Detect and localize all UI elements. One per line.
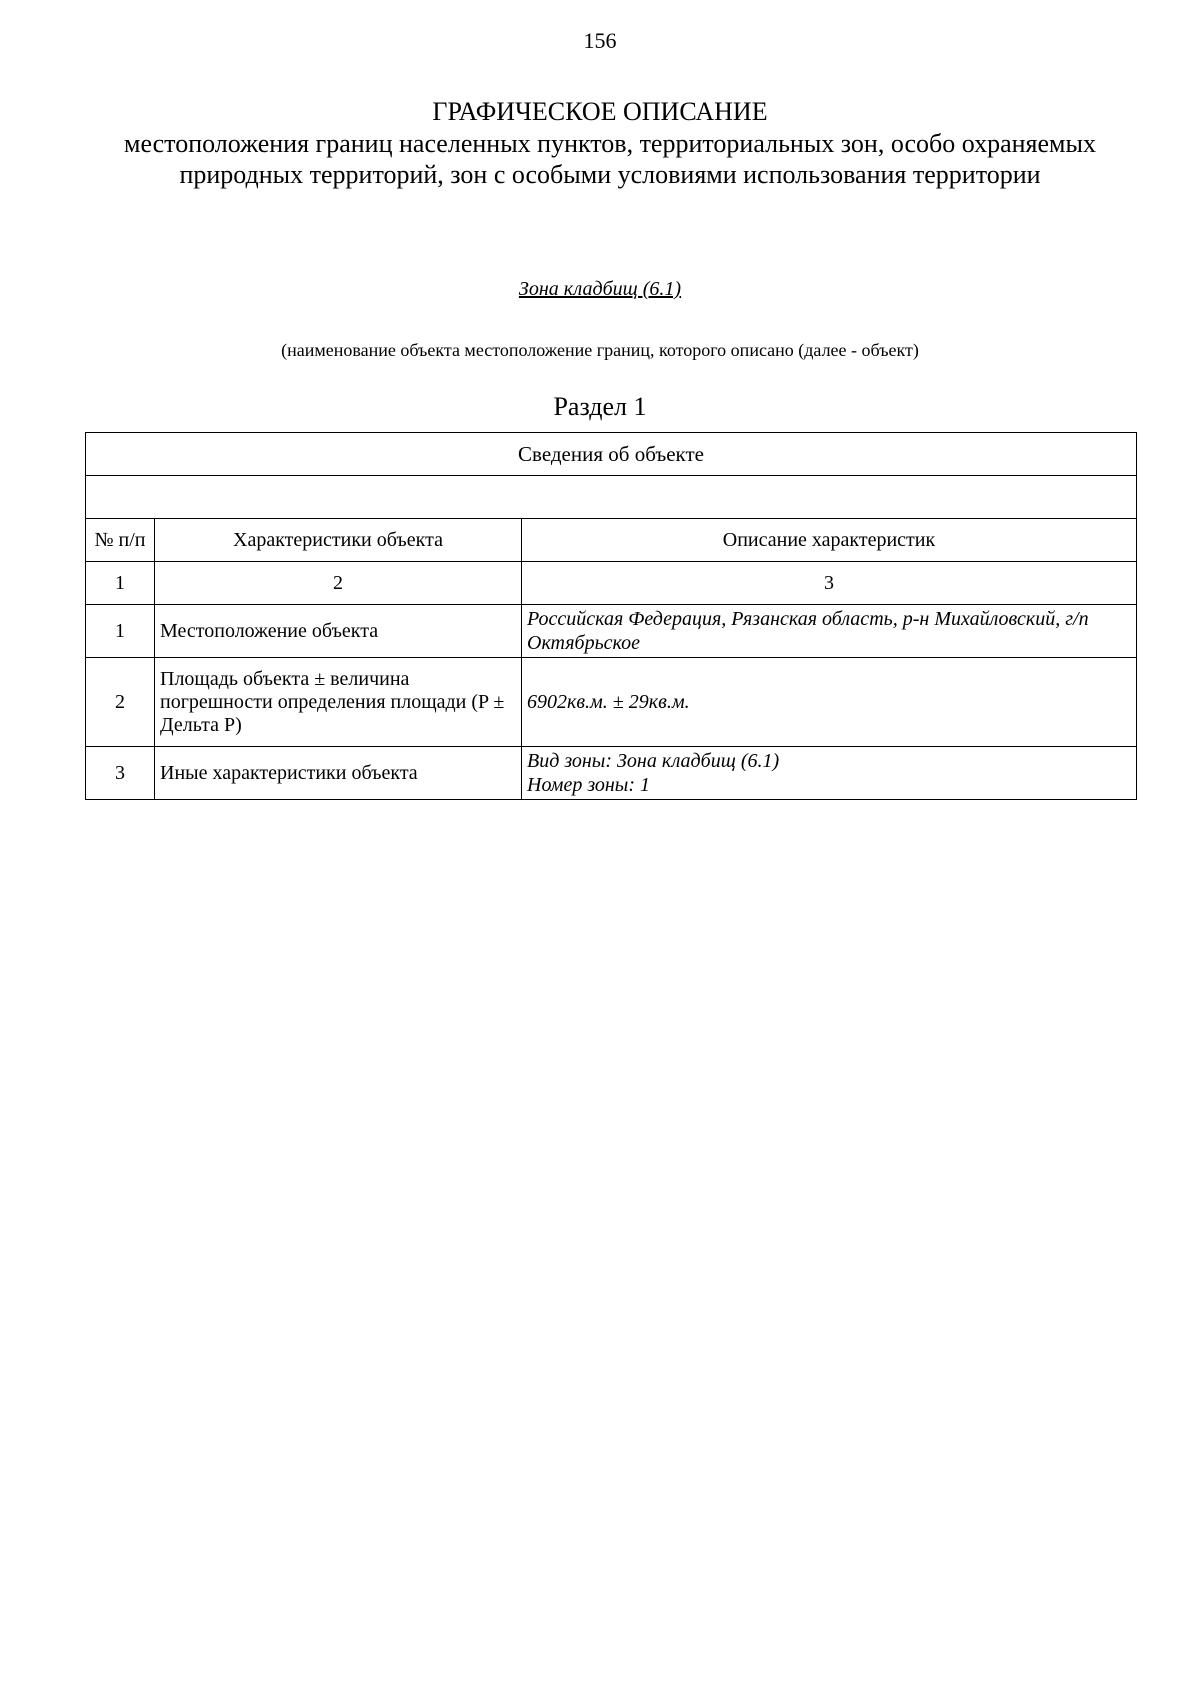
row-description <box>522 747 1137 800</box>
section-title: Раздел 1 <box>553 392 647 421</box>
table-caption-row <box>86 433 1137 476</box>
table-row <box>86 605 1137 658</box>
table-caption: Сведения об объекте <box>86 433 1137 476</box>
index-2: 2 <box>155 562 522 605</box>
index-1: 1 <box>86 562 155 605</box>
row-description <box>522 658 1137 747</box>
row-description <box>522 605 1137 658</box>
table-row <box>86 658 1137 747</box>
object-info-table <box>85 432 1137 800</box>
row-characteristic: Местоположение объекта <box>155 605 522 658</box>
row-num: 3 <box>86 747 155 800</box>
table-empty-cell <box>86 476 1137 519</box>
table-index-row <box>86 562 1137 605</box>
row-characteristic: Площадь объекта ± величина погрешности определения площади (P ± Дельта P) <box>155 658 522 747</box>
description-line: Вид зоны: Зона кладбищ (6.1) <box>527 750 780 772</box>
object-name-text: Зона кладбищ (6.1) <box>518 278 682 300</box>
description-line: 6902кв.м. ± 29кв.м. <box>527 691 690 713</box>
description-line: Номер зоны: 1 <box>527 774 650 796</box>
index-3: 3 <box>522 562 1137 605</box>
table-row <box>86 747 1137 800</box>
object-name <box>0 278 1200 301</box>
document-subtitle: местоположения границ населенных пунктов, территориальных зон, особо охраняемых природных территорий, зон с особыми условиями использования территории <box>124 129 1096 189</box>
header-description: Описание характеристик <box>522 519 1137 562</box>
row-num: 2 <box>86 658 155 747</box>
header-characteristic: Характеристики объекта <box>155 519 522 562</box>
row-num: 1 <box>86 605 155 658</box>
document-title: ГРАФИЧЕСКОЕ ОПИСАНИЕ <box>432 97 768 126</box>
table-header-row <box>86 519 1137 562</box>
table-empty-row <box>86 476 1137 519</box>
object-caption: (наименование объекта местоположение границ, которого описано (далее - объект) <box>281 340 919 360</box>
row-characteristic: Иные характеристики объекта <box>155 747 522 800</box>
description-line: Российская Федерация, Рязанская область, р-н Михайловский, г/п Октябрьское <box>527 608 1089 654</box>
page-number: 156 <box>583 28 617 53</box>
header-num: № п/п <box>86 519 155 562</box>
